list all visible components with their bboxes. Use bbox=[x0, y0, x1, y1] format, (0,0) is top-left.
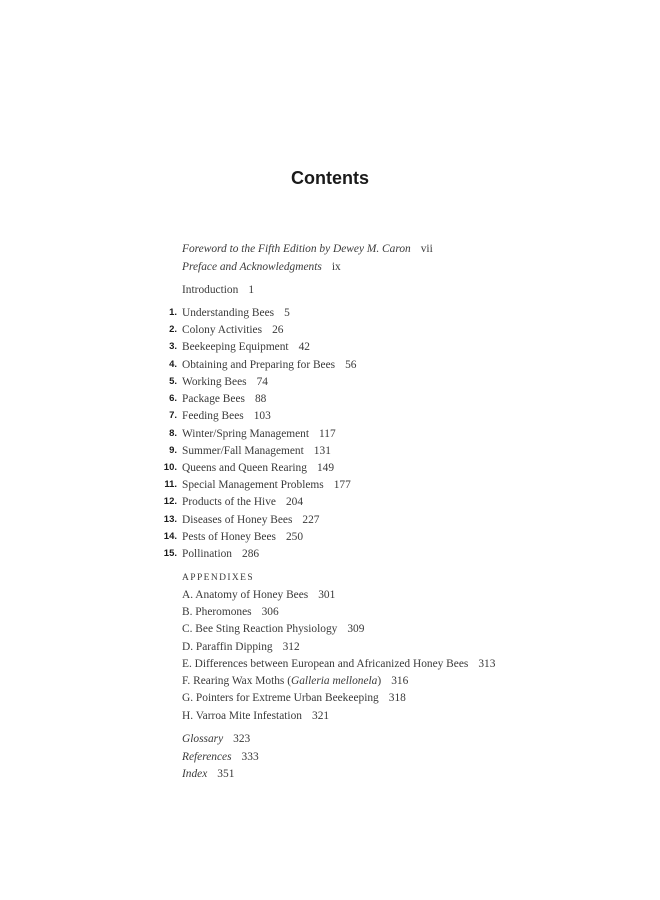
chapter-number: 9. bbox=[169, 445, 177, 456]
toc-entry-page: 309 bbox=[347, 623, 365, 635]
toc-entry-page: 74 bbox=[256, 376, 268, 388]
toc-entry-title: Foreword to the Fifth Edition by Dewey M. Caron bbox=[182, 243, 411, 255]
toc-entry-title: G. Pointers for Extreme Urban Beekeeping bbox=[182, 692, 379, 704]
toc-entry-title: Glossary bbox=[182, 733, 224, 745]
chapter-number: 13. bbox=[163, 514, 177, 525]
toc-entry-title: F. Rearing Wax Moths ( bbox=[182, 675, 292, 687]
toc-entry-title-italic: Galleria mellonela bbox=[291, 675, 378, 687]
toc-appendix-entry bbox=[182, 605, 279, 619]
toc-entry-title: H. Varroa Mite Infestation bbox=[182, 710, 302, 722]
toc-entry-title: Understanding Bees bbox=[182, 307, 275, 319]
toc-entry-glossary bbox=[182, 732, 250, 746]
chapter-number: 10. bbox=[163, 462, 177, 473]
toc-entry-page: 26 bbox=[272, 324, 284, 336]
toc-entry-page: ix bbox=[331, 261, 341, 273]
toc-entry-page: 5 bbox=[284, 307, 290, 319]
toc-entry-preface bbox=[182, 260, 341, 274]
page-title: Contents bbox=[291, 168, 369, 188]
toc-entry-title: Winter/Spring Management bbox=[182, 428, 310, 440]
toc-chapter-entry bbox=[182, 306, 290, 320]
toc-entry-title: Summer/Fall Management bbox=[182, 445, 304, 457]
toc-entry-page: 204 bbox=[285, 496, 304, 508]
toc-entry-title: Package Bees bbox=[182, 393, 245, 405]
toc-entry-title: Diseases of Honey Bees bbox=[182, 514, 293, 526]
toc-entry-title: E. Differences between European and Africanized Honey Bees bbox=[182, 658, 469, 670]
toc-entry-page: 250 bbox=[285, 531, 304, 543]
toc-chapter-entry bbox=[182, 461, 334, 475]
toc-appendix-entry bbox=[182, 640, 300, 654]
toc-appendix-entry bbox=[182, 674, 408, 688]
toc-entry-page: 1 bbox=[248, 284, 255, 296]
toc-entry-title: Colony Activities bbox=[182, 324, 263, 336]
toc-entry-introduction bbox=[182, 283, 254, 297]
toc-entry-title: Feeding Bees bbox=[182, 410, 244, 422]
toc-entry-title: Pests of Honey Bees bbox=[182, 531, 276, 543]
toc-chapter-entry bbox=[182, 358, 357, 372]
toc-entry-page: 323 bbox=[233, 733, 251, 745]
toc-entry-page: 318 bbox=[388, 692, 406, 704]
toc-entry-page: 103 bbox=[253, 410, 271, 422]
toc-appendix-entry bbox=[182, 691, 406, 705]
toc-chapter-entry bbox=[182, 409, 271, 423]
chapter-number: 6. bbox=[169, 393, 177, 404]
toc-appendix-entry bbox=[182, 588, 335, 602]
toc-entry-title: References bbox=[182, 751, 232, 763]
toc-entry-page: 131 bbox=[313, 445, 331, 457]
toc-entry-page: 286 bbox=[242, 548, 260, 560]
toc-entry-title: Working Bees bbox=[182, 376, 247, 388]
toc-entry-foreword bbox=[182, 242, 433, 256]
toc-entry-page: 149 bbox=[316, 462, 335, 474]
toc-entry-title: Products of the Hive bbox=[182, 496, 276, 508]
chapter-number: 14. bbox=[163, 531, 177, 542]
toc-entry-page: 333 bbox=[241, 751, 259, 763]
toc-chapter-entry bbox=[182, 444, 331, 458]
toc-entry-title: C. Bee Sting Reaction Physiology bbox=[182, 623, 338, 635]
toc-entry-page: 316 bbox=[391, 675, 409, 687]
toc-entry-page: 227 bbox=[302, 514, 320, 526]
toc-chapter-entry bbox=[182, 340, 310, 354]
toc-appendix-entry bbox=[182, 657, 495, 671]
toc-entry-title: Special Management Problems bbox=[182, 479, 324, 491]
chapter-number: 8. bbox=[169, 428, 177, 439]
chapter-number: 2. bbox=[169, 324, 177, 335]
chapter-number: 4. bbox=[169, 359, 177, 370]
toc-entry-title: Index bbox=[182, 768, 208, 780]
toc-chapter-entry bbox=[182, 478, 351, 492]
toc-appendix-entry bbox=[182, 709, 329, 723]
toc-chapter-entry bbox=[182, 323, 283, 337]
toc-entry-page: 177 bbox=[333, 479, 351, 491]
toc-entry-title: Beekeeping Equipment bbox=[182, 341, 289, 353]
chapter-number: 5. bbox=[169, 376, 177, 387]
chapter-number: 12. bbox=[163, 496, 177, 507]
toc-entry-title: Preface and Acknowledgments bbox=[182, 261, 322, 273]
toc-entry-page: 42 bbox=[298, 341, 310, 353]
toc-appendix-entry bbox=[182, 622, 364, 636]
toc-chapter-entry bbox=[182, 513, 320, 527]
toc-entry-page: 301 bbox=[318, 589, 336, 601]
toc-entry-page: 117 bbox=[319, 428, 336, 440]
toc-entry-title: Introduction bbox=[182, 284, 239, 296]
toc-entry-title: Pollination bbox=[182, 548, 232, 560]
toc-entry-title: B. Pheromones bbox=[182, 606, 252, 618]
toc-entry-title: Obtaining and Preparing for Bees bbox=[182, 359, 336, 371]
toc-entry-page: 312 bbox=[282, 641, 300, 653]
chapter-number: 7. bbox=[169, 410, 177, 421]
toc-chapter-entry bbox=[182, 530, 303, 544]
chapter-number: 11. bbox=[164, 479, 177, 490]
toc-chapter-entry bbox=[182, 427, 336, 441]
toc-entry-page: vii bbox=[420, 243, 433, 255]
toc-chapter-entry bbox=[182, 392, 266, 406]
appendixes-heading: APPENDIXES bbox=[182, 573, 255, 583]
toc-entry-page: 321 bbox=[312, 710, 330, 722]
toc-entry-index bbox=[182, 767, 234, 781]
toc-entry-title-end: ) bbox=[377, 675, 382, 687]
toc-entry-page: 351 bbox=[217, 768, 235, 780]
chapter-number: 1. bbox=[169, 307, 177, 318]
toc-chapter-entry bbox=[182, 495, 303, 509]
toc-entry-page: 306 bbox=[261, 606, 279, 618]
toc-entry-page: 313 bbox=[478, 658, 496, 670]
toc-entry-title: Queens and Queen Rearing bbox=[182, 462, 307, 474]
toc-chapter-entry bbox=[182, 547, 259, 561]
toc-entry-page: 56 bbox=[345, 359, 357, 371]
chapter-number: 15. bbox=[163, 548, 177, 559]
toc-entry-title: D. Paraffin Dipping bbox=[182, 641, 273, 653]
toc-entry-page: 88 bbox=[254, 393, 267, 405]
toc-chapter-entry bbox=[182, 375, 268, 389]
toc-entry-references bbox=[182, 750, 259, 764]
chapter-number: 3. bbox=[169, 341, 177, 352]
toc-entry-title: A. Anatomy of Honey Bees bbox=[182, 589, 309, 601]
